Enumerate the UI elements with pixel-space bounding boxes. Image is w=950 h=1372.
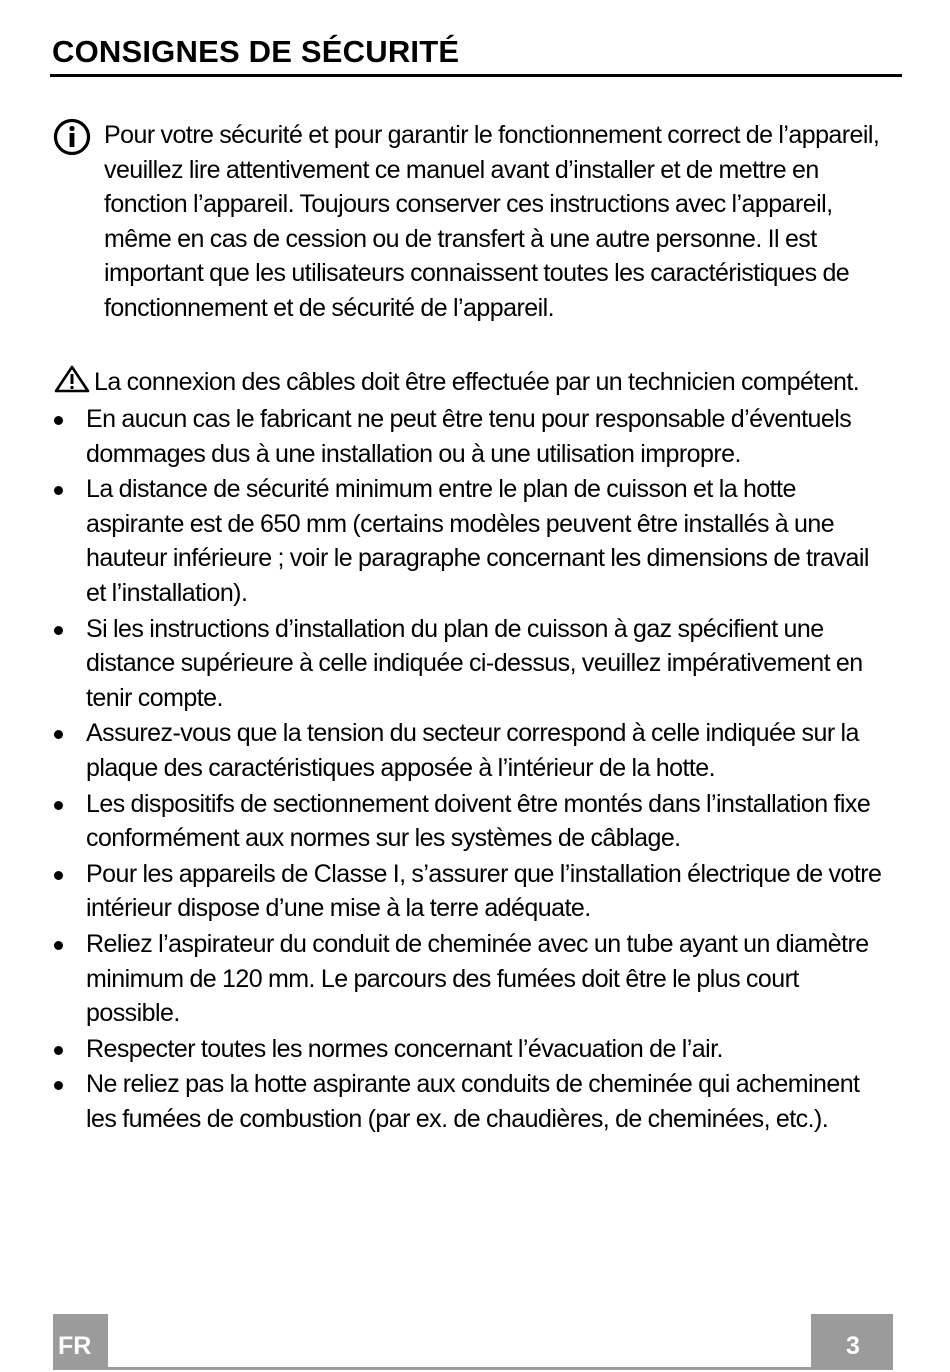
bullet-icon: [54, 941, 63, 950]
bullet-icon: [54, 730, 63, 739]
warning-triangle-icon: [54, 365, 90, 393]
list-item: [86, 472, 886, 610]
bullet-icon: [54, 486, 63, 495]
list-item-text: La distance de sécurité minimum entre le plan de cuisson et la hotte aspirante est de 650 mm (certains modèles peuvent être installés à une hauteur inférieure ; voir le paragraphe concernant les dimensions de travail et l’installation).: [86, 475, 869, 607]
bullet-icon: [54, 871, 63, 880]
list-item-text: Les dispositifs de sectionnement doivent être montés dans l’installation fixe conformément aux normes sur les systèmes de câblage.: [86, 789, 871, 853]
bullet-icon: [54, 801, 63, 810]
list-item-text: Si les instructions d’installation du plan de cuisson à gaz spécifient une distance supérieure à celle indiquée ci-dessus, veuillez impérativement en tenir compte.: [86, 614, 863, 712]
bullet-icon: [54, 1046, 63, 1055]
footer-language-code: FR: [58, 1332, 92, 1360]
info-text: Pour votre sécurité et pour garantir le fonctionnement correct de l’appareil, veuillez lire attentivement ce manuel avant d’installer et de mettre en fonction l’appareil. Toujours conserver ces instructions avec l’appareil, même en cas de cession ou de transfert à une autre personne. Il est important que les utilisateurs connaissent toutes les caractéristiques de fonctionnement et de sécurité de l’appareil.: [104, 121, 880, 322]
list-item: [86, 787, 886, 856]
list-item: [86, 1067, 886, 1136]
list-item: [86, 716, 886, 785]
list-item-text: Reliez l’aspirateur du conduit de cheminée avec un tube ayant un diamètre minimum de 120 mm. Le parcours des fumées doit être le plus court possible.: [86, 929, 869, 1028]
list-item-text: En aucun cas le fabricant ne peut être tenu pour responsable d’éventuels dommages dus à une installation ou à une utilisation impropre.: [86, 405, 852, 468]
list-item: [86, 927, 886, 1031]
list-item: [86, 857, 886, 926]
warning-notice: [54, 365, 859, 400]
warning-text: La connexion des câbles doit être effectuée par un technicien compétent.: [94, 368, 860, 396]
list-item-text: Pour les appareils de Classe I, s’assurer que l’installation électrique de votre intérieur dispose d’une mise à la terre adéquate.: [86, 859, 882, 923]
list-item: [86, 402, 886, 471]
bullet-icon: [54, 416, 63, 425]
list-item-text: Assurez-vous que la tension du secteur correspond à celle indiquée sur la plaque des caractéristiques apposée à l’intérieur de la hotte.: [86, 719, 859, 782]
list-item: [86, 1032, 886, 1067]
list-item-text: Respecter toutes les normes concernant l’évacuation de l’air.: [86, 1034, 723, 1063]
list-item: [86, 612, 886, 716]
info-notice: [53, 118, 898, 326]
bullet-icon: [54, 626, 63, 635]
page-number: 3: [846, 1332, 860, 1360]
bullet-icon: [54, 1081, 63, 1090]
footer-rule: [108, 1367, 811, 1370]
title-rule: [50, 74, 902, 77]
safety-bullet-list: [86, 402, 886, 1137]
page-title: CONSIGNES DE SÉCURITÉ: [52, 34, 460, 69]
info-circle-icon: [53, 118, 91, 156]
list-item-text: Ne reliez pas la hotte aspirante aux conduits de cheminée qui acheminent les fumées de combustion (par ex. de chaudières, de cheminées, etc.).: [86, 1070, 860, 1133]
